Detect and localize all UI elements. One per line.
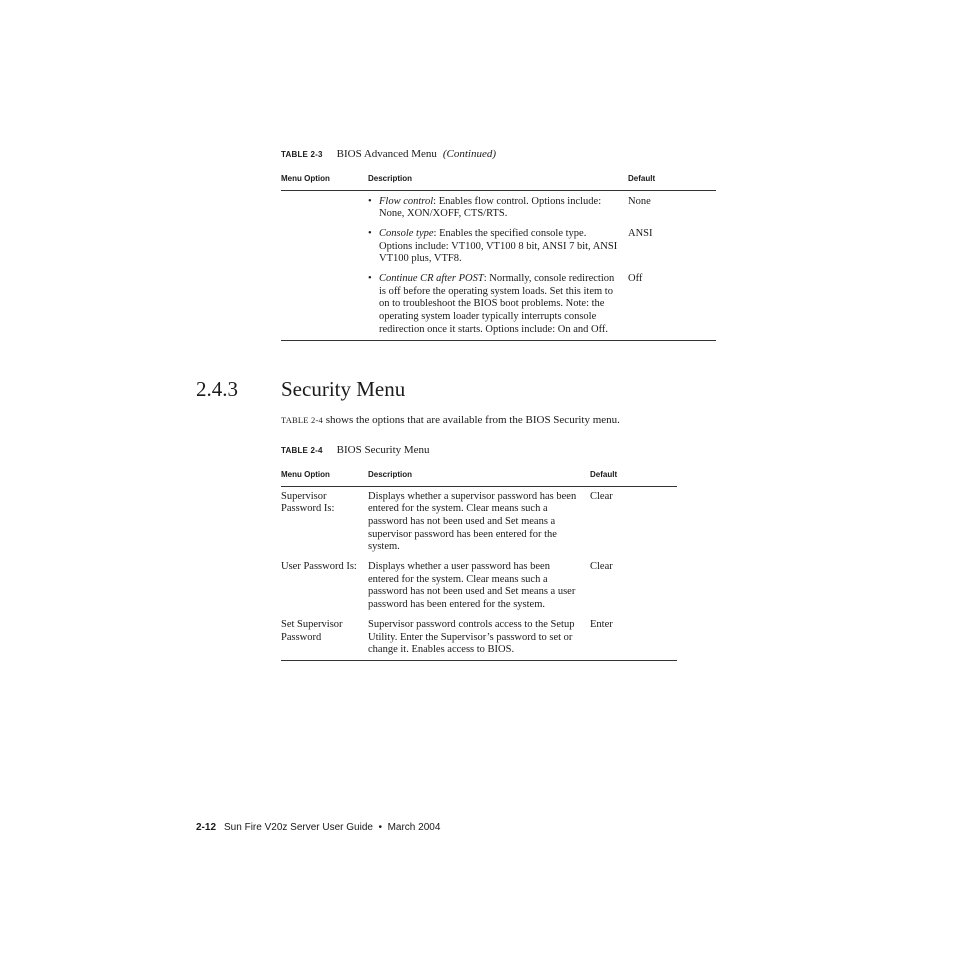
table-2-4-label: TABLE 2-4 — [281, 446, 323, 455]
table-2-4 — [281, 467, 677, 661]
menu-option-cell: Set Supervisor Password — [281, 619, 368, 661]
table-row — [281, 486, 677, 561]
menu-option-cell: User Password Is: — [281, 561, 357, 573]
table-row — [281, 190, 716, 228]
table-2-4-caption — [281, 444, 430, 456]
default-value: Off — [628, 273, 716, 340]
table-2-3-title: BIOS Advanced Menu — [336, 148, 437, 160]
intro-text: shows the options that are available from the BIOS Security menu. — [322, 414, 620, 426]
table-row — [281, 273, 716, 340]
default-cell: Clear — [590, 561, 613, 573]
column-header-default: Default — [628, 172, 716, 190]
option-term: Console type — [379, 227, 434, 239]
table-2-3-caption — [281, 148, 496, 160]
table-2-3-label: TABLE 2-3 — [281, 150, 323, 159]
list-item — [368, 228, 620, 266]
default-value: None — [628, 195, 651, 207]
option-text: : Enables flow control. Options include: None, XON/XOFF, CTS/RTS. — [379, 195, 602, 220]
description-cell: Supervisor password controls access to the Setup Utility. Enter the Supervisor’s password to set or change it. Enables access to BIOS. — [368, 619, 590, 661]
menu-option-cell: Supervisor Password Is: — [281, 490, 335, 515]
table-reference-link[interactable]: TABLE 2-4 — [281, 415, 323, 425]
option-term: Continue CR after POST — [379, 273, 484, 285]
footer-text: Sun Fire V20z Server User Guide • March 2004 — [224, 822, 441, 833]
section-number: 2.4.3 — [196, 377, 238, 401]
section-intro — [281, 414, 620, 426]
table-2-3-continued: (Continued) — [442, 148, 497, 160]
table-row — [281, 228, 716, 273]
column-header-description: Description — [368, 467, 590, 486]
option-text: : Enables the specified console type. Options include: VT100, VT100 8 bit, ANSI 7 bit, ANSI VT100 plus, VTF8. — [379, 227, 618, 265]
default-cell: Enter — [590, 619, 677, 661]
table-row — [281, 561, 677, 619]
table-2-4-title: BIOS Security Menu — [336, 444, 430, 456]
table-row — [281, 619, 677, 661]
section-title: Security Menu — [281, 377, 406, 401]
option-text: : Normally, console redirection is off before the operating system loads. Set this item to on to troubleshoot the BIOS boot problems. Note: the operating system loader typically interrupts console redirection once it starts. Options include: On and Off. — [379, 273, 615, 335]
list-item — [368, 196, 620, 221]
column-header-menu-option: Menu Option — [281, 467, 368, 486]
page-footer — [196, 822, 440, 833]
default-cell: Clear — [590, 490, 613, 502]
description-cell: Displays whether a supervisor password has been entered for the system. Clear means such a password has not been used and Set means a supervisor password has been entered for the system. — [368, 490, 577, 553]
description-cell: Displays whether a user password has been entered for the system. Clear means such a password has not been used and Set means a user password has been entered for the system. — [368, 561, 576, 611]
default-value: ANSI — [628, 227, 653, 239]
page-number: 2-12 — [196, 822, 217, 833]
list-item — [368, 273, 620, 337]
table-2-3 — [281, 172, 716, 341]
column-header-description: Description — [368, 172, 628, 190]
column-header-menu-option: Menu Option — [281, 172, 368, 190]
option-term: Flow control — [379, 195, 434, 207]
column-header-default: Default — [590, 467, 677, 486]
